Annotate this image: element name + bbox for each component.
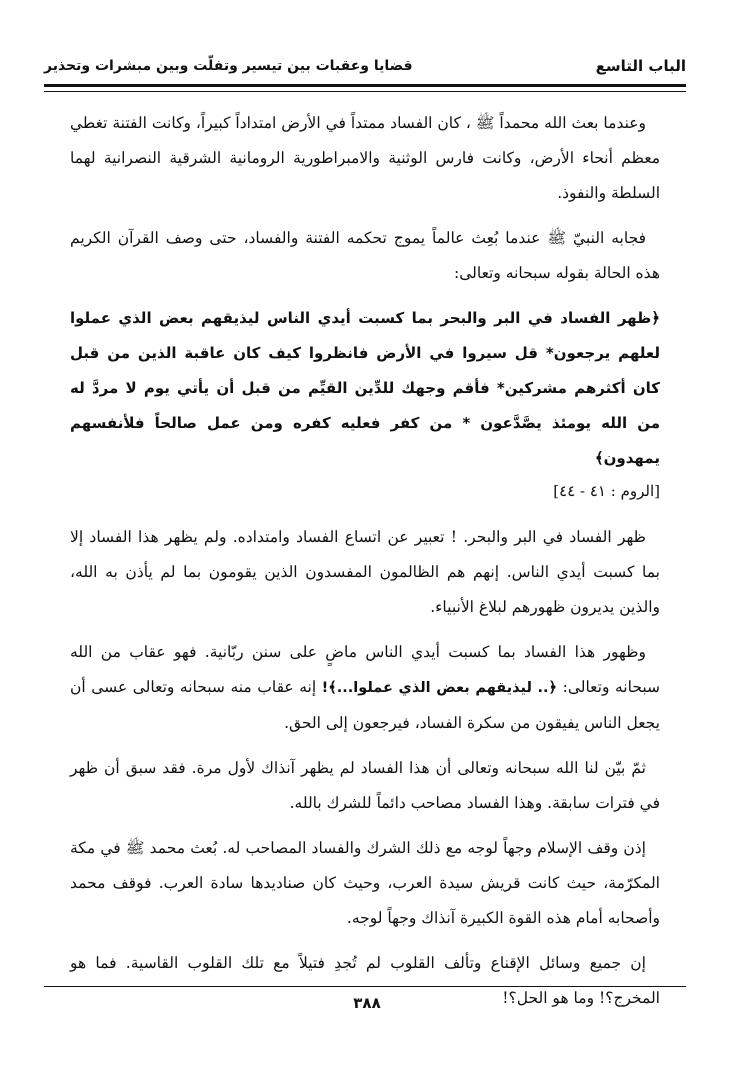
paragraph: [70, 635, 660, 741]
running-title: قضايا وعقبات بين تيسير وتفلّت وبين مبشرات وتحذير: [44, 58, 413, 74]
paragraph: ثمّ بيّن لنا الله سبحانه وتعالى أن هذا الفساد لم يظهر آنذاك لأول مرة. فقد سبق أن ظهر في فترات سابقة. وهذا الفساد مصاحب دائماً للشرك بالله.: [70, 759, 660, 812]
page-body: [70, 106, 660, 1026]
page-number: ٣٨٨: [353, 994, 381, 1012]
paragraph: إذن وقف الإسلام وجهاً لوجه مع ذلك الشرك والفساد المصاحب له. بُعث محمد ﷺ في مكة المكرّمة، حيث كانت قريش سيدة العرب، وحيث كان صناديدها سادة العرب. فوقف محمد وأصحابه أمام هذه القوة الكبيرة آنذاك وجهاً لوجه.: [70, 839, 660, 927]
paragraph-text: إنه عقاب منه سبحانه وتعالى عسى أن يجعل الناس يفيقون من سكرة الفساد، فيرجعون إلى الحق.: [70, 678, 660, 732]
paragraph: وعندما بعث الله محمداً ﷺ ، كان الفساد ممتداً في الأرض امتداداً كبيراً، وكانت الفتنة تغطي معظم أنحاء الأرض، وكانت فارس الوثنية والامبراطورية الرومانية الشرقية النصرانية لهما السلطة والنفوذ.: [70, 114, 660, 202]
verse-reference: [الروم : ٤١ - ٤٤]: [553, 482, 660, 500]
paragraph: إن جميع وسائل الإقناع وتألف القلوب لم تُجدِ فتيلاً مع تلك القلوب القاسية. فما هو المخرج؟! وما هو الحل؟!: [70, 954, 660, 1007]
running-header: [44, 52, 686, 80]
chapter-label: الباب التاسع: [595, 57, 686, 75]
quran-verse: ﴿ظهر الفساد في البر والبحر بما كسبت أيدي الناس ليذيقهم بعض الذي عملوا لعلهم يرجعون* قل سيروا في الأرض فانظروا كيف كان عاقبة الذين من قبل كان أكثرهم مشركين* فأقم وجهك للدِّين القيِّم من قبل أن يأتي يوم لا مردَّ له من الله يومئذ يصَّدَّعون * من كفر فعليه كفره ومن عمل صالحاً فلأنفسهم يمهدون﴾: [70, 309, 660, 467]
header-rule: [44, 84, 686, 92]
paragraph: فجابه النبيّ ﷺ عندما بُعِث عالماً يموج تحكمه الفتنة والفساد، حتى وصف القرآن الكريم هذه الحالة بقوله سبحانه وتعالى:: [70, 229, 660, 282]
inline-quote: ﴿.. ليذيقهم بعض الذي عملوا...﴾!: [321, 680, 558, 696]
paragraph: ظهر الفساد في البر والبحر. ! تعبير عن اتساع الفساد وامتداده. ولم يظهر هذا الفساد إلا بما كسبت أيدي الناس. إنهم هم الظالمون المفسدون الذين يقومون بما لم يأذن به الله، والذين يديرون ظهورهم لبلاغ الأنبياء.: [70, 528, 660, 616]
paragraph-text: وظهور هذا الفساد بما كسبت أيدي الناس ماضٍ على سنن ربّانية. فهو عقاب من الله سبحانه وتعالى:: [70, 643, 660, 696]
footer-rule: [44, 986, 686, 987]
